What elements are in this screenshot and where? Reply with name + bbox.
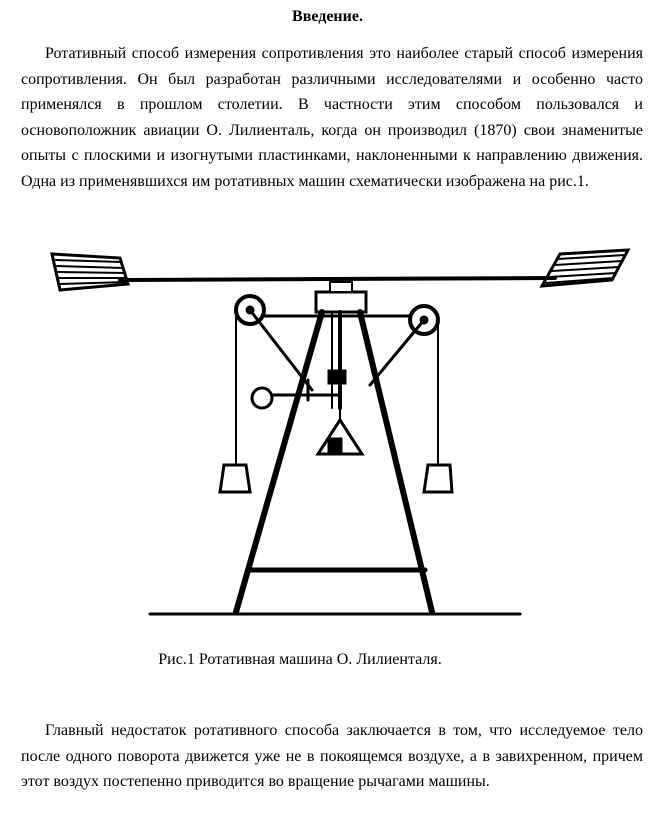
figure-rotary-machine xyxy=(40,240,640,630)
section-heading: Введение. xyxy=(292,8,363,25)
figure-caption: Рис.1 Ротативная машина О. Лилиенталя. xyxy=(158,651,442,668)
rotary-machine-illustration-icon xyxy=(40,240,640,630)
intro-paragraph: Ротативный способ измерения сопротивления это наиболее старый способ измерения сопротивления. Он был разработан различными исследователями и особенно часто применялся в прошлом столетии. В частности этим способом пользовался и основоположник авиации О. Лилиенталь, когда он производил (1870) свои знаменитые опыты с плоскими и изогнутыми пластинками, наклоненными к направлению движения. Одна из применявшихся им ротативных машин схематически изображена на рис.1. xyxy=(21,45,643,190)
left-blade xyxy=(52,254,128,290)
right-blade xyxy=(542,250,628,286)
conclusion-paragraph: Главный недостаток ротативного способа заключается в том, что исследуемое тело после одного поворота движется уже не в покоящемся воздухе, а в завихренном, причем этот воздух постепенно приводится во вращение рычагами машины. xyxy=(21,722,643,790)
